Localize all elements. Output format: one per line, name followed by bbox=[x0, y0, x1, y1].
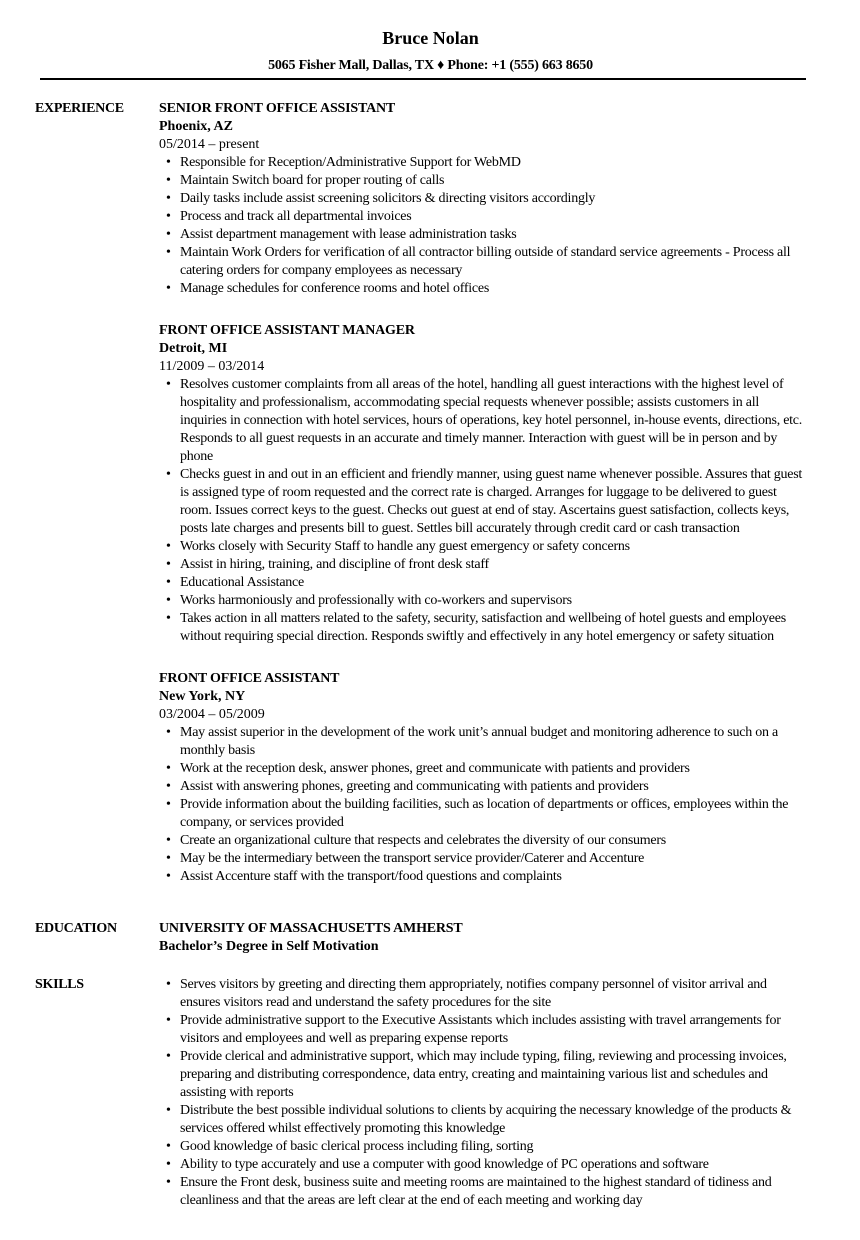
job-dates: 11/2009 – 03/2014 bbox=[159, 359, 265, 374]
list-item: • Responsible for Reception/Administrative Support for WebMD bbox=[180, 154, 806, 172]
job-entry bbox=[159, 670, 806, 886]
list-item: • Maintain Work Orders for verification of all contractor billing outside of standard service agreements - Process all catering orders for company employees as necessary bbox=[180, 244, 806, 280]
list-item: • Resolves customer complaints from all areas of the hotel, handling all guest interactions with the highest level of hospitality and professionalism, accommodating special requests whenever possible; assists customers in all inquiries in connection with hotel services, hours of operations, key hotel personnel, in-house events, directions, etc. Responds to all guest requests in an accurate and timely manner. Interaction with guest will be in person and by phone bbox=[180, 376, 806, 466]
education-degree: Bachelor’s Degree in Self Motivation bbox=[159, 939, 379, 954]
list-item: • Assist with answering phones, greeting and communicating with patients and providers bbox=[180, 778, 806, 796]
list-item: • May assist superior in the development of the work unit’s annual budget and monitoring adherence to such on a monthly basis bbox=[180, 724, 806, 760]
list-item: • Daily tasks include assist screening solicitors & directing visitors accordingly bbox=[180, 190, 806, 208]
list-item: • Assist department management with lease administration tasks bbox=[180, 226, 806, 244]
list-item: • Works harmoniously and professionally with co-workers and supervisors bbox=[180, 592, 806, 610]
list-item: • Ensure the Front desk, business suite and meeting rooms are maintained to the highest standard of tidiness and cleanliness and that the areas are left clear at the end of each meeting and working day bbox=[180, 1174, 806, 1210]
job-entry bbox=[159, 100, 806, 298]
list-item: • Assist in hiring, training, and discipline of front desk staff bbox=[180, 556, 806, 574]
job-bullets bbox=[159, 724, 806, 886]
section-label-skills: SKILLS bbox=[35, 977, 84, 992]
skills-section bbox=[35, 976, 806, 1210]
skills-list bbox=[159, 976, 806, 1210]
list-item: • Checks guest in and out in an efficient and friendly manner, using guest name whenever possible. Assures that guest is assigned type of room requested and the correct rate is charged. Arranges for luggage to be delivered to guest room. Issues correct keys to the guest. Checks out guest at end of stay. Ascertains guest satisfaction, collects keys, posts late charges and presents bill to guest. Settles bill accurately through credit card or cash transaction bbox=[180, 466, 806, 538]
job-title: FRONT OFFICE ASSISTANT MANAGER bbox=[159, 323, 415, 338]
section-label-experience: EXPERIENCE bbox=[35, 101, 124, 116]
job-dates: 03/2004 – 05/2009 bbox=[159, 707, 265, 722]
list-item: • Assist Accenture staff with the transport/food questions and complaints bbox=[180, 868, 806, 886]
list-item: • Educational Assistance bbox=[180, 574, 806, 592]
list-item: • Process and track all departmental invoices bbox=[180, 208, 806, 226]
job-dates: 05/2014 – present bbox=[159, 137, 260, 152]
list-item: • Provide information about the building facilities, such as location of departments or offices, employees within the company, or services provided bbox=[180, 796, 806, 832]
job-entry bbox=[159, 322, 806, 646]
education-school: UNIVERSITY OF MASSACHUSETTS AMHERST bbox=[159, 921, 463, 936]
list-item: • May be the intermediary between the transport service provider/Caterer and Accenture bbox=[180, 850, 806, 868]
list-item: • Provide administrative support to the Executive Assistants which includes assisting with travel arrangements for visitors and employees and well as preparing expense reports bbox=[180, 1012, 806, 1048]
list-item: • Provide clerical and administrative support, which may include typing, filing, reviewing and processing invoices, preparing and distributing correspondence, data entry, creating and maintaining various list and schedules and assisting with reports bbox=[180, 1048, 806, 1102]
job-location: Phoenix, AZ bbox=[159, 119, 233, 134]
education-section bbox=[35, 920, 806, 956]
list-item: • Maintain Switch board for proper routing of calls bbox=[180, 172, 806, 190]
header-divider bbox=[40, 78, 806, 80]
list-item: • Serves visitors by greeting and directing them appropriately, notifies company personnel of visitor arrival and ensures visitors read and understand the safety procedures for the site bbox=[180, 976, 806, 1012]
job-title: FRONT OFFICE ASSISTANT bbox=[159, 671, 340, 686]
list-item: • Manage schedules for conference rooms and hotel offices bbox=[180, 280, 806, 298]
job-location: New York, NY bbox=[159, 689, 246, 704]
job-title: SENIOR FRONT OFFICE ASSISTANT bbox=[159, 101, 396, 116]
job-bullets bbox=[159, 154, 806, 298]
candidate-name: Bruce Nolan bbox=[382, 28, 479, 48]
list-item: • Works closely with Security Staff to handle any guest emergency or safety concerns bbox=[180, 538, 806, 556]
list-item: • Takes action in all matters related to the safety, security, satisfaction and wellbeing of hotel guests and employees without requiring special direction. Responds swiftly and effectively in any hotel emergency or safety situation bbox=[180, 610, 806, 646]
contact-line: 5065 Fisher Mall, Dallas, TX ♦ Phone: +1 (555) 663 8650 bbox=[268, 58, 593, 73]
list-item: • Ability to type accurately and use a computer with good knowledge of PC operations and software bbox=[180, 1156, 806, 1174]
experience-list bbox=[159, 100, 806, 910]
list-item: • Good knowledge of basic clerical process including filing, sorting bbox=[180, 1138, 806, 1156]
job-bullets bbox=[159, 376, 806, 646]
experience-section bbox=[35, 100, 806, 910]
list-item: • Distribute the best possible individual solutions to clients by acquiring the necessary knowledge of the products & services offered whilst effectively promoting this knowledge bbox=[180, 1102, 806, 1138]
list-item: • Work at the reception desk, answer phones, greet and communicate with patients and providers bbox=[180, 760, 806, 778]
section-label-education: EDUCATION bbox=[35, 921, 117, 936]
list-item: • Create an organizational culture that respects and celebrates the diversity of our consumers bbox=[180, 832, 806, 850]
job-location: Detroit, MI bbox=[159, 341, 228, 356]
